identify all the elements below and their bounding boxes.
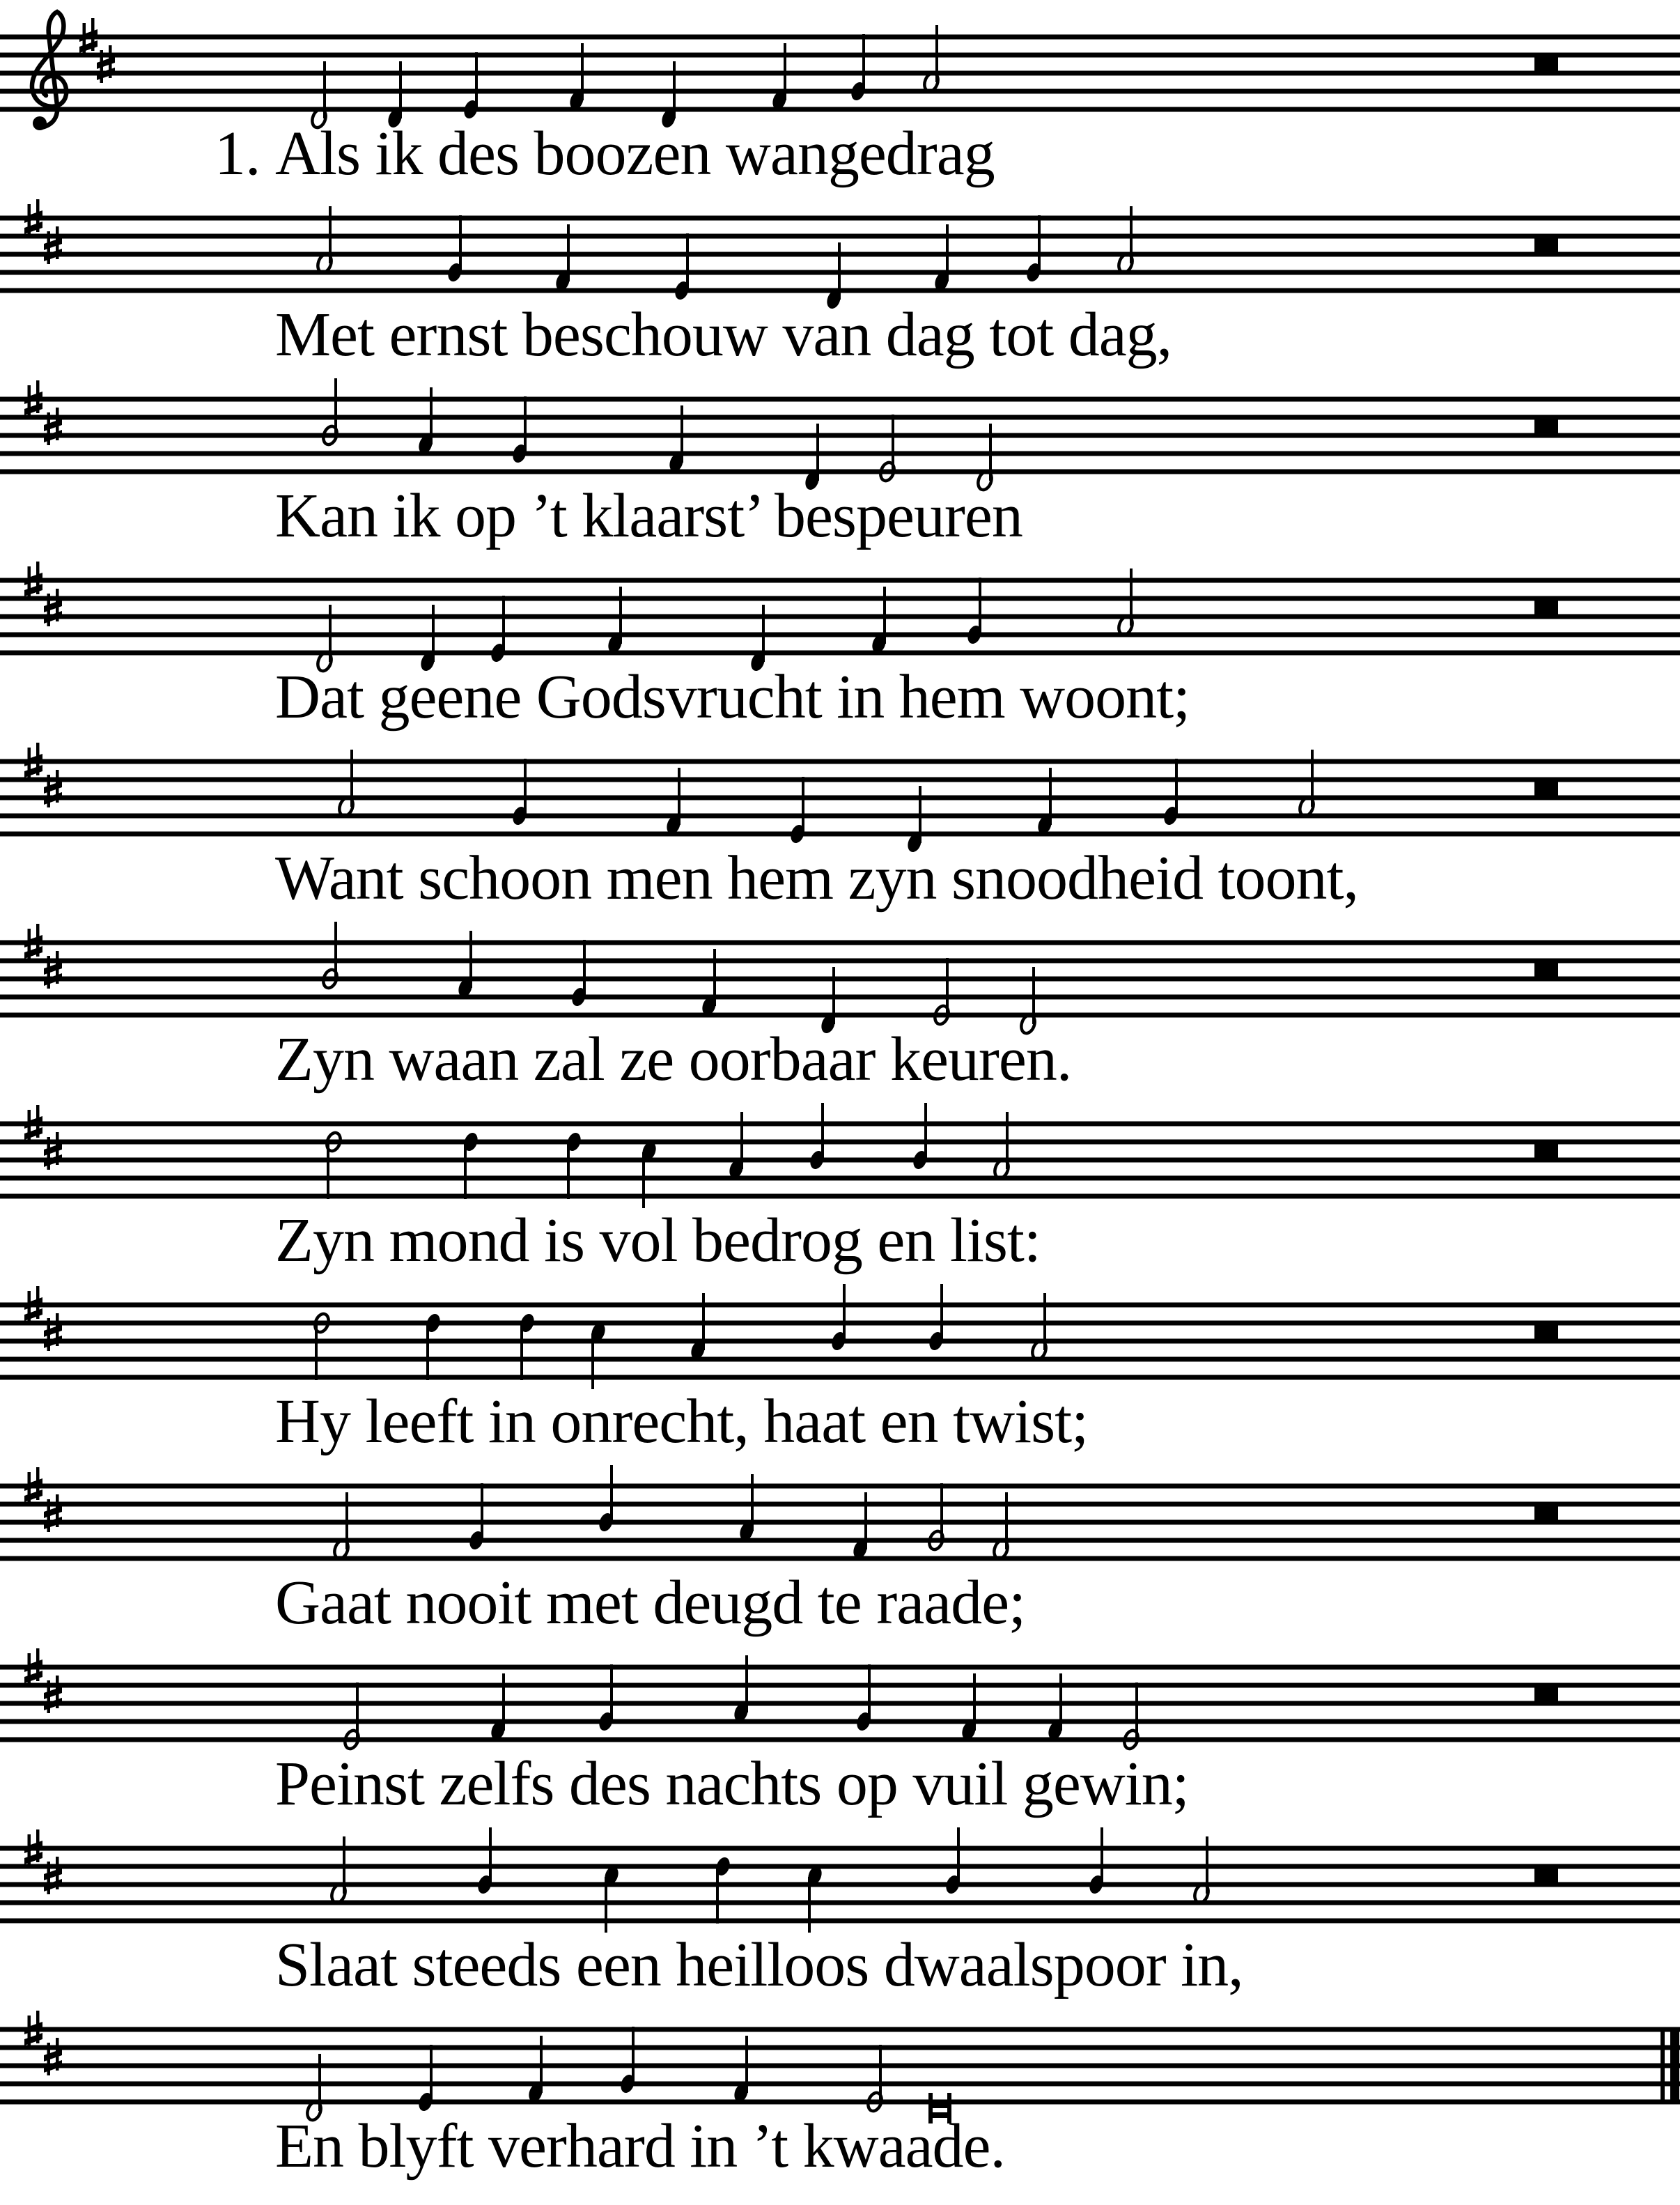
note-stem <box>350 750 353 807</box>
staff-line <box>0 89 1680 94</box>
sharp-sign <box>44 419 62 431</box>
staff-system <box>0 199 1680 369</box>
staff-system <box>0 378 1680 550</box>
sharp-sign <box>24 1127 42 1140</box>
note-stem <box>345 1492 348 1549</box>
note-stem <box>940 1483 943 1540</box>
sharp-sign <box>24 1852 42 1864</box>
note-stem <box>610 1664 613 1722</box>
sharp-sign <box>79 29 98 42</box>
staff-line <box>0 107 1680 112</box>
note-stem <box>680 405 683 463</box>
staff-line <box>0 397 1680 402</box>
staff-line <box>0 2100 1680 2105</box>
sharp-sign <box>24 1671 42 1683</box>
note-stem <box>343 1836 345 1894</box>
lyric-line: Slaat steeds een heilloos dwaalspoor in, <box>275 1931 1243 1999</box>
note-stem <box>946 958 949 1015</box>
sharp-sign <box>44 1506 62 1518</box>
staff-line <box>0 1013 1680 1018</box>
sharp-sign <box>24 573 42 585</box>
note-stem <box>642 1152 645 1208</box>
staff-line <box>0 1303 1680 1308</box>
staff-line <box>0 35 1680 40</box>
note-stem <box>745 2036 748 2093</box>
sharp-sign <box>44 238 62 250</box>
note-stem <box>356 1682 359 1740</box>
note-stem <box>334 378 337 435</box>
note-stem <box>713 949 716 1006</box>
staff-line <box>0 1683 1680 1688</box>
rest-sign <box>1534 961 1558 979</box>
note-stem <box>838 242 841 300</box>
final-breve-note <box>928 2103 951 2108</box>
note-stem <box>632 2027 635 2084</box>
staff-line <box>0 1122 1680 1127</box>
note-stem <box>935 25 938 82</box>
staff-line <box>0 995 1680 1000</box>
lyric-line: En blyft verhard in ’t kwaade. <box>275 2112 1005 2181</box>
staff-system <box>0 922 1680 1094</box>
staff-system <box>0 12 1680 188</box>
note-stem <box>864 1492 867 1549</box>
note-stem <box>605 1877 607 1933</box>
note-stem <box>979 578 981 635</box>
sharp-sign <box>24 1490 42 1502</box>
staff-system <box>0 1465 1680 1637</box>
note-stem <box>327 1143 329 1199</box>
sharp-sign <box>24 754 42 766</box>
staff-line <box>0 1538 1680 1543</box>
lyric-line: Peinst zelfs des nachts op vuil gewin; <box>275 1749 1189 1818</box>
note-stem <box>868 1664 871 1722</box>
rest-sign <box>1534 56 1558 73</box>
note-stem <box>524 759 527 816</box>
note-stem <box>892 415 894 472</box>
staff-line <box>0 1158 1680 1163</box>
staff-line <box>0 1738 1680 1742</box>
staff-line <box>0 470 1680 474</box>
sharp-sign <box>44 2060 62 2073</box>
staff-line <box>0 759 1680 764</box>
staff-line <box>0 977 1680 982</box>
sharp-sign <box>24 1478 42 1491</box>
note-stem <box>567 224 570 281</box>
staff-line <box>0 1665 1680 1670</box>
sharp-sign <box>44 1324 62 1337</box>
staff-line <box>0 216 1680 221</box>
note-stem <box>716 1868 719 1924</box>
note-stem <box>989 424 992 481</box>
note-stem <box>426 1324 429 1380</box>
sharp-sign <box>24 2033 42 2045</box>
rest-sign <box>1534 1324 1558 1341</box>
note-stem <box>686 233 689 291</box>
sharp-sign <box>24 1841 42 1853</box>
note-stem <box>924 1103 927 1160</box>
note-stem <box>946 224 949 281</box>
staff-line <box>0 451 1680 456</box>
note-stem <box>862 34 865 91</box>
note-stem <box>591 1333 594 1389</box>
note-stem <box>502 1673 505 1731</box>
note-stem <box>567 1143 570 1199</box>
note-stem <box>883 587 886 644</box>
staff-line <box>0 1701 1680 1706</box>
note-stem <box>432 605 435 662</box>
staff-line <box>0 814 1680 819</box>
staff-system <box>0 1284 1680 1456</box>
note-stem <box>469 931 472 988</box>
sharp-sign <box>44 1879 62 1891</box>
rest-sign <box>1534 418 1558 435</box>
staff-line <box>0 1901 1680 1905</box>
sharp-sign <box>44 1336 62 1348</box>
sharp-sign <box>24 946 42 959</box>
note-stem <box>502 596 505 653</box>
note-stem <box>315 1324 318 1380</box>
note-stem <box>1311 750 1314 807</box>
staff-line <box>0 2064 1680 2068</box>
note-stem <box>329 206 332 263</box>
rest-sign <box>1534 1505 1558 1522</box>
sharp-sign <box>44 962 62 975</box>
staff-line <box>0 578 1680 583</box>
sharp-sign <box>44 1687 62 1699</box>
note-stem <box>1032 967 1035 1024</box>
note-stem <box>1043 1293 1046 1350</box>
staff-line <box>0 1502 1680 1507</box>
staff-line <box>0 1919 1680 1924</box>
sharp-sign <box>44 611 62 624</box>
sharp-sign <box>24 584 42 596</box>
note-stem <box>940 1284 943 1341</box>
sharp-sign <box>24 222 42 234</box>
sharp-sign <box>44 1698 62 1710</box>
sharp-sign <box>44 973 62 986</box>
note-stem <box>489 1827 492 1885</box>
lyric-line: Want schoon men hem zyn snoodheid toont, <box>275 844 1358 913</box>
rest-sign <box>1534 1867 1558 1885</box>
staff-line <box>0 959 1680 964</box>
note-stem <box>802 777 804 834</box>
staff-system <box>0 743 1680 913</box>
final-barline <box>1660 2027 1665 2105</box>
note-stem <box>581 43 584 100</box>
note-stem <box>459 215 462 272</box>
sharp-sign <box>24 210 42 223</box>
rest-sign <box>1534 599 1558 617</box>
staff-line <box>0 633 1680 637</box>
lyric-line: Als ik des boozen wangedrag <box>275 119 995 188</box>
lyric-line: Zyn waan zal ze oorbaar keuren. <box>275 1025 1072 1094</box>
rest-sign <box>1534 237 1558 254</box>
note-stem <box>973 1673 976 1731</box>
note-stem <box>323 61 326 118</box>
note-stem <box>334 922 337 979</box>
staff-line <box>0 1176 1680 1181</box>
note-stem <box>1135 1682 1138 1740</box>
note-stem <box>673 61 676 118</box>
staff-line <box>0 1357 1680 1362</box>
staff-line <box>0 832 1680 837</box>
final-barline <box>1670 2027 1679 2105</box>
sharp-sign <box>44 1154 62 1167</box>
note-stem <box>784 43 786 100</box>
staff-line <box>0 234 1680 239</box>
sharp-sign <box>97 56 115 69</box>
lyric-line: Hy leeft in onrecht, haat en twist; <box>275 1387 1089 1456</box>
note-stem <box>524 396 527 454</box>
note-stem <box>678 768 680 825</box>
staff-line <box>0 1882 1680 1887</box>
staff-line <box>0 71 1680 76</box>
note-stem <box>318 2054 321 2111</box>
sharp-sign <box>44 781 62 794</box>
sharp-sign <box>24 1116 42 1129</box>
staff-line <box>0 1556 1680 1561</box>
staff-line <box>0 415 1680 420</box>
note-stem <box>430 387 433 444</box>
note-stem <box>1130 206 1133 263</box>
staff-line <box>0 614 1680 619</box>
lyric-line: Kan ik op ’t klaarst’ bespeuren <box>275 481 1022 550</box>
staff-line <box>0 1520 1680 1525</box>
staff-system <box>0 1648 1680 1818</box>
staff-line <box>0 1719 1680 1724</box>
staff-line <box>0 2027 1680 2032</box>
treble-clef <box>33 116 47 130</box>
note-stem <box>1130 568 1133 626</box>
staff-system <box>0 562 1680 732</box>
staff-line <box>0 596 1680 601</box>
sharp-sign <box>44 249 62 261</box>
note-stem <box>832 967 835 1024</box>
note-stem <box>464 1143 467 1199</box>
note-stem <box>610 1465 613 1522</box>
sharp-sign <box>79 40 98 53</box>
staff-line <box>0 433 1680 438</box>
rest-sign <box>1534 1143 1558 1160</box>
note-stem <box>1206 1836 1208 1894</box>
lyric-line: Gaat nooit met deugd te raade; <box>275 1568 1026 1637</box>
sharp-sign <box>44 2049 62 2061</box>
note-stem <box>430 2045 433 2102</box>
staff-line <box>0 651 1680 656</box>
lyric-line: Met ernst beschouw van dag tot dag, <box>275 300 1172 369</box>
staff-line <box>0 1140 1680 1145</box>
sharp-sign <box>24 1297 42 1310</box>
note-stem <box>1049 768 1052 825</box>
note-stem <box>475 52 478 109</box>
note-stem <box>1006 1112 1009 1169</box>
sharp-sign <box>44 1868 62 1880</box>
verse-number: 1. <box>215 119 260 188</box>
note-stem <box>1175 759 1178 816</box>
staff-line <box>0 1864 1680 1869</box>
sharp-sign <box>44 1143 62 1156</box>
staff-line <box>0 777 1680 782</box>
note-stem <box>619 587 622 644</box>
note-stem <box>1059 1673 1062 1731</box>
staff-line <box>0 941 1680 945</box>
sharp-sign <box>24 392 42 404</box>
staff-line <box>0 1846 1680 1851</box>
sharp-sign <box>24 2022 42 2034</box>
staff-line <box>0 1321 1680 1326</box>
sharp-sign <box>44 600 62 612</box>
note-stem <box>702 1293 705 1350</box>
staff-system <box>0 1827 1680 1999</box>
note-stem <box>843 1284 846 1341</box>
note-stem <box>1100 1827 1103 1885</box>
note-stem <box>540 2036 543 2093</box>
rest-sign <box>1534 780 1558 798</box>
staff-system <box>0 1103 1680 1275</box>
staff-system <box>0 2011 1680 2181</box>
lyric-line: Dat geene Godsvrucht in hem woont; <box>275 663 1190 732</box>
lyric-line: Zyn mond is vol bedrog en list: <box>275 1206 1041 1275</box>
note-stem <box>957 1827 960 1885</box>
note-stem <box>740 1112 743 1169</box>
note-stem <box>1038 215 1041 272</box>
staff-line <box>0 1194 1680 1199</box>
note-stem <box>751 1474 754 1531</box>
rest-sign <box>1534 1686 1558 1703</box>
note-stem <box>1005 1492 1008 1549</box>
note-stem <box>919 786 921 843</box>
note-stem <box>583 940 586 997</box>
note-stem <box>745 1655 748 1712</box>
staff-line <box>0 53 1680 58</box>
note-stem <box>399 61 402 118</box>
sharp-sign <box>24 765 42 777</box>
note-stem <box>481 1483 483 1540</box>
staff-line <box>0 1375 1680 1380</box>
sharp-sign <box>24 935 42 947</box>
sharp-sign <box>44 792 62 805</box>
note-stem <box>520 1324 523 1380</box>
note-stem <box>821 1103 824 1160</box>
note-stem <box>329 605 332 662</box>
sharp-sign <box>97 68 115 80</box>
sharp-sign <box>24 403 42 415</box>
sharp-sign <box>44 1517 62 1529</box>
note-stem <box>879 2045 882 2102</box>
sharp-sign <box>44 430 62 442</box>
sharp-sign <box>24 1308 42 1321</box>
note-stem <box>808 1877 811 1933</box>
staff-line <box>0 2045 1680 2050</box>
staff-line <box>0 796 1680 800</box>
note-stem <box>816 424 819 481</box>
staff-line <box>0 1484 1680 1489</box>
note-stem <box>762 605 765 662</box>
sharp-sign <box>24 1659 42 1672</box>
staff-line <box>0 2082 1680 2087</box>
